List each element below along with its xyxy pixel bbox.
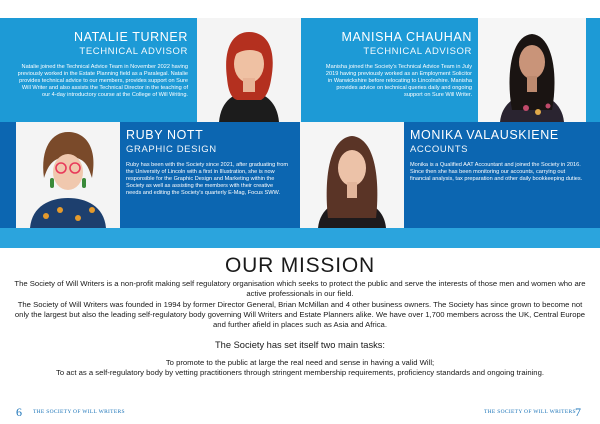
mission-section	[14, 254, 586, 378]
profile-name: MONIKA VALAUSKIENE	[410, 128, 559, 142]
profile-card-manisha	[322, 30, 472, 99]
profile-bio: Natalie joined the Technical Advice Team in November 2022 having previously worked in the Estate Planning field as a Paralegal. Natalie provides technical advice to our members, provides support on Sure Will Writer and also assists the Technical Director in the teaching of our 4-day introductory course at the College of Will Writing.	[17, 64, 188, 99]
page-number-right: 7	[575, 405, 581, 419]
profile-role: TECHNICAL ADVISOR	[363, 46, 472, 57]
mission-paragraph-2: The Society of Will Writers was founded in 1994 by former Director General, Brian McMillan and 4 other business owners. The Society has since grown to become not only the largest but also the leading self-regulatory body governing Will Writers and Estate Planners alike. We have over 1,700 members across the UK, Central Europe and further afield in places such as Asia and Africa.	[14, 300, 586, 329]
profile-bio: Ruby has been with the Society since 2021, after graduating from the University of Lincoln with a first in Illustration, she is now responsible for the Graphic Design and Marketing within the Society as well as assisting the members with their creative needs and editing the Society's quarterly E-Mag, Focus SWW.	[126, 162, 289, 197]
publication-name-right: THE SOCIETY OF WILL WRITERS	[484, 409, 576, 415]
profile-role: TECHNICAL ADVISOR	[79, 46, 188, 57]
publication-name-left: THE SOCIETY OF WILL WRITERS	[33, 409, 125, 415]
profile-name: NATALIE TURNER	[74, 30, 188, 44]
profile-role: ACCOUNTS	[410, 144, 469, 155]
tasks-heading: The Society has set itself two main tasks:	[215, 340, 385, 350]
mission-title: OUR MISSION	[225, 254, 375, 277]
task-item: To promote to the public at large the real need and sense in having a valid Will;	[165, 358, 435, 367]
profile-bio: Manisha joined the Society's Technical Advice Team in July 2019 having previously worked as an Employment Solicitor in Warwickshire before relocating to Lincolnshire. Manisha provides advice on technical queries daily and ongoing support on Sure Will Writer.	[325, 64, 472, 99]
task-item: To act as a self-regulatory body by vetting practitioners through stringent membership requirements, proficiency standards and ongoing training.	[56, 368, 544, 377]
portrait-photo-ruby	[16, 122, 120, 228]
profile-name: RUBY NOTT	[126, 128, 204, 142]
profile-card-monika	[410, 128, 586, 183]
profile-bio: Monika is a Qualified AAT Accountant and joined the Society in 2016. Since then she has been monitoring our accounts, carrying out financial analysis, tax preparation and other daily bookkeeping duties.	[410, 162, 583, 183]
portrait-photo-manisha	[478, 18, 586, 122]
profile-name: MANISHA CHAUHAN	[341, 30, 472, 44]
top-white-margin	[0, 0, 600, 18]
profile-card-natalie	[16, 30, 188, 99]
profile-role: GRAPHIC DESIGN	[126, 144, 217, 155]
tasks-list	[14, 358, 586, 378]
portrait-photo-natalie	[197, 18, 301, 122]
mission-paragraph-1: The Society of Will Writers is a non-profit making self regulatory organisation which seeks to protect the public and serve the interests of those men and women who are active professionals in our field.	[14, 279, 586, 298]
profile-card-ruby	[126, 128, 288, 197]
page-number-left: 6	[16, 405, 22, 419]
portrait-photo-monika	[300, 122, 404, 228]
bottom-blue-strip	[0, 228, 600, 248]
